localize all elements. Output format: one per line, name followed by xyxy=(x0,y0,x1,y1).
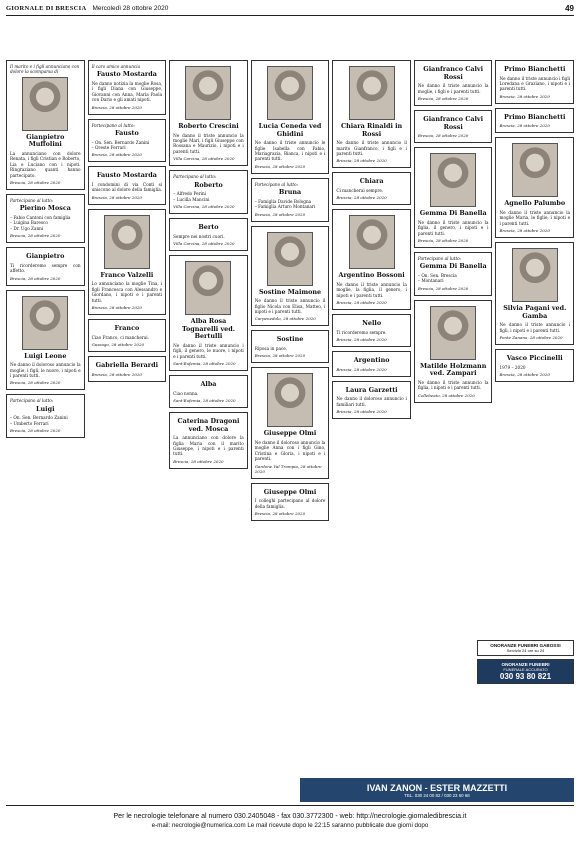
deceased-name: Fausto xyxy=(114,129,139,138)
deceased-name: Argentino xyxy=(353,356,390,365)
notice-place-date: Brescia, 28 ottobre 2020 xyxy=(173,458,224,464)
portrait-photo xyxy=(349,215,395,269)
obituary-notice xyxy=(495,108,574,134)
notice-place-date: Villa Carcina, 28 ottobre 2020 xyxy=(173,204,235,210)
obituary-notice xyxy=(169,255,248,371)
notice-lead: Partecipano al lutto: xyxy=(91,122,135,128)
notice-text: – Alfredo Perini – Lucilla Mancini xyxy=(173,191,210,202)
notice-lead: Partecipano al lutto: xyxy=(417,256,462,261)
notice-text: Ne danno il triste annuncio la figlia, i nipoti e i parenti tutti. xyxy=(417,380,489,391)
notice-place-date: Brescia, 28 ottobre 2020 xyxy=(336,158,387,164)
obituary-column xyxy=(169,60,248,798)
ad-phone: 030 93 80 821 xyxy=(499,672,552,681)
deceased-name: Fausto Mostarda xyxy=(96,171,157,180)
obituary-notice xyxy=(251,483,330,521)
deceased-name: Gianfranco Calvi Rossi xyxy=(423,115,484,131)
notice-place-date: Brescia, 28 ottobre 2020 xyxy=(499,372,550,378)
notice-place-date: Brescia, 28 ottobre 2020 xyxy=(499,123,550,129)
notice-text: Lo annunciano la moglie Tina, i figli Francesca con Alessandro e Giordano, i nipoti e i parenti tutti. xyxy=(91,281,163,303)
portrait-photo xyxy=(430,306,476,360)
obituary-column xyxy=(6,60,85,798)
deceased-name: Franco xyxy=(114,324,140,333)
funeral-ads xyxy=(477,640,574,800)
notice-place-date: Brescia, 28 ottobre 2020 xyxy=(254,163,306,169)
obituary-notice xyxy=(251,367,330,478)
deceased-name: Gianpietro xyxy=(26,252,65,261)
obituary-notice xyxy=(88,166,167,204)
notice-place-date: Brescia, 28 ottobre 2020 xyxy=(417,133,469,139)
notice-text: Ci mancherai sempre. xyxy=(336,188,384,193)
portrait-photo xyxy=(430,153,476,207)
notice-text: Riposa in pace. xyxy=(254,346,288,352)
notice-place-date: Brescia, 28 ottobre 2020 xyxy=(91,305,142,311)
portrait-photo xyxy=(267,232,313,286)
ad-subtitle: Servizio 24 ore su 24 xyxy=(506,648,545,653)
notice-text: I condomini di via Conti si uniscono al dolore della famiglia. xyxy=(91,182,163,193)
notice-place-date: Brescia, 28 ottobre 2020 xyxy=(254,353,306,359)
notice-text: Ciao nonna. xyxy=(173,390,199,396)
obituary-notice xyxy=(332,172,411,205)
notice-text: – On. Sen. Bernardo Zanini – Oreste Ferrari xyxy=(91,139,150,151)
obituary-notice xyxy=(169,170,248,214)
deceased-name: Lucia Ceneda ved Ghidini xyxy=(258,122,322,138)
deceased-name: Alba xyxy=(200,380,217,389)
notice-text: La annunciano con dolore Renata, i figli Cristian e Roberto, Lia e Luciano con i nipoti. Ringraziano quanti hanno partecipato. xyxy=(10,151,81,178)
portrait-photo xyxy=(349,66,395,120)
obituary-notice xyxy=(6,194,85,243)
footer-contact: Per le necrologie telefonare al numero 030.2405048 - fax 030.3772300 - web: http://necrologie.giornaledibrescia.it xyxy=(113,813,467,820)
obituary-notice xyxy=(332,314,411,347)
funeral-home-banner xyxy=(300,778,574,802)
notice-lead: Partecipano al lutto: xyxy=(10,398,54,404)
notice-text: I colleghi partecipano al dolore della famiglia. xyxy=(254,498,326,509)
deceased-name: Sostine xyxy=(276,335,304,344)
notice-place-date: Brescia, 28 ottobre 2020 xyxy=(10,428,61,434)
notice-place-date: Brescia, 28 ottobre 2020 xyxy=(91,104,142,110)
funeral-ad xyxy=(477,659,574,684)
obituary-column xyxy=(251,60,330,798)
obituary-notice xyxy=(414,110,493,143)
newspaper-name: GIORNALE DI BRESCIA xyxy=(6,5,87,12)
deceased-name: Matilde Holzmann ved. Zampari xyxy=(420,361,487,378)
notice-text: Ne danno il triste annuncio la moglie Maria, le figlie, i nipoti e i parenti tutti. xyxy=(499,210,571,226)
notice-text: Ti ricorderemo sempre con affetto. xyxy=(10,262,81,274)
portrait-photo xyxy=(185,261,231,315)
deceased-name: Gianpietro Muffolini xyxy=(26,132,65,149)
notice-place-date: Collebeato, 28 ottobre 2020 xyxy=(417,392,475,398)
deceased-name: Gabriella Berardi xyxy=(95,361,159,370)
deceased-name: Giuseppe Olmi xyxy=(263,487,317,496)
footer-email: e-mail: necrologie@numerica.com Le mail ricevute dopo le 22:15 saranno pubblicate due giorni dopo xyxy=(151,822,429,829)
notice-place-date: Brescia, 28 ottobre 2020 xyxy=(336,409,387,415)
portrait-photo xyxy=(512,248,558,302)
notice-place-date: Villa Carcina, 28 ottobre 2020 xyxy=(173,156,235,162)
deceased-name: Roberto xyxy=(194,180,223,189)
notice-text: Ne danno il triste annuncio il marito Gianfranco, i figli e i parenti tutti. xyxy=(336,140,407,156)
funeral-ad xyxy=(477,640,574,656)
obituary-column xyxy=(332,60,411,798)
notice-text: Ti ricorderemo sempre. xyxy=(336,329,387,335)
notice-place-date: Brescia, 28 ottobre 2020 xyxy=(417,285,469,291)
obituary-column xyxy=(88,60,167,798)
notice-lead: Partecipano al lutto: xyxy=(254,181,298,187)
notice-text: Sempre nei nostri cuori. xyxy=(173,233,225,239)
deceased-name: Caterina Dragoni ved. Mosca xyxy=(177,417,240,433)
obituary-notice xyxy=(414,300,493,403)
obituary-notice xyxy=(332,60,411,168)
deceased-name: Gemma Di Banella xyxy=(419,209,487,218)
notice-text: 1979 – 2020 xyxy=(499,364,526,370)
obituary-notice xyxy=(6,394,85,438)
portrait-photo xyxy=(104,215,150,269)
deceased-name: Giuseppe Olmi xyxy=(263,429,317,438)
notice-place-date: Brescia, 28 ottobre 2020 xyxy=(499,93,550,99)
obituary-notice xyxy=(251,178,330,222)
portrait-photo xyxy=(22,296,68,350)
deceased-name: Roberto Crescini xyxy=(178,122,239,130)
obituary-notice xyxy=(169,218,248,251)
notice-place-date: Brescia, 28 ottobre 2020 xyxy=(417,96,469,101)
notice-text: Ne danno il doloroso annuncio i familiari tutti. xyxy=(336,396,407,407)
notice-place-date: Brescia, 28 ottobre 2020 xyxy=(336,337,387,343)
notice-place-date: Brescia, 28 ottobre 2020 xyxy=(336,366,387,372)
deceased-name: Luigi Leone xyxy=(24,351,67,360)
notice-text: Ne danno il triste annuncio la moglie, i figli e i parenti tutti. xyxy=(417,83,489,94)
obituary-notice xyxy=(495,60,574,104)
obituary-notice xyxy=(414,60,493,106)
notice-place-date: Sant'Eufemia, 28 ottobre 2020 xyxy=(173,398,236,404)
notice-place-date: Villa Carcina, 28 ottobre 2020 xyxy=(173,241,235,247)
obituary-notice xyxy=(88,209,167,315)
obituary-notice xyxy=(414,147,493,248)
notice-text: Ne danno il triste annuncio i figli, i nipoti e i parenti tutti. xyxy=(499,322,571,333)
ad-subtitle: FUNERALE ACCURATO xyxy=(503,667,548,672)
notice-text: Ne danno notizia la moglie Rosa, i figli Diana con Giuseppe, Giovanni con Anna, Maria Paola con Dario e gli amati nipoti. xyxy=(91,81,163,103)
deceased-name: Silvia Pagani ved. Gamba xyxy=(503,304,567,320)
notice-text: – On. Sen. Bernardo Zanini – Umberto Ferrari xyxy=(10,415,68,426)
notice-text: – Famiglia Davide Bologna – Famiglia Arturo Montanari xyxy=(254,198,316,210)
obituary-notice xyxy=(251,60,330,174)
notice-place-date: Brescia, 28 ottobre 2020 xyxy=(91,371,142,377)
notice-text: Ne danno il triste annuncio la moglie, la figlia, il genero, i nipoti e i parenti tutti. xyxy=(336,282,407,298)
deceased-name: Berto xyxy=(198,223,219,232)
notice-text: Ne danno il triste annuncio la moglie Marì, i figli Giuseppe con Rossana e Maurizio, i nipoti e i parenti tutti. xyxy=(173,132,244,154)
obituary-notice xyxy=(414,252,493,296)
deceased-name: Pierino Mosca xyxy=(19,204,71,213)
notice-place-date: Brescia, 28 ottobre 2020 xyxy=(10,275,61,281)
obituary-notice xyxy=(6,290,85,391)
obituary-notice xyxy=(332,209,411,310)
obituary-notice xyxy=(251,226,330,327)
deceased-name: Primo Bianchetti xyxy=(504,65,566,73)
notice-text: Ne danno il doloroso annuncio la moglie, i figli, le nuore, i nipoti e i parenti tutti. xyxy=(10,362,81,379)
notice-place-date: Brescia, 28 ottobre 2020 xyxy=(336,300,387,306)
notice-place-date: Brescia, 28 ottobre 2020 xyxy=(91,194,142,200)
deceased-name: Vasco Piccinelli xyxy=(506,354,563,363)
notice-place-date: Brescia, 28 ottobre 2020 xyxy=(254,211,306,217)
notice-place-date: Ponte Zanano, 28 ottobre 2020 xyxy=(499,335,563,341)
notice-place-date: Gardone Val Trompia, 28 ottobre 2020 xyxy=(254,463,322,474)
deceased-name: Luigi xyxy=(36,404,55,413)
obituary-notice xyxy=(332,381,411,419)
notice-text: Ne danno il triste annuncio la figlia, il genero, i nipoti e i parenti tutti. xyxy=(417,219,489,236)
portrait-photo xyxy=(22,77,68,131)
notice-lead: Partecipano al lutto: xyxy=(10,198,54,204)
obituary-notice xyxy=(495,242,574,345)
obituary-notice xyxy=(169,60,248,166)
notice-text: – Fabio Cantoni con famiglia – Luigina Baresco – Dr. Ugo Zanni xyxy=(10,215,71,231)
obituary-notice xyxy=(6,247,85,285)
deceased-name: Alba Rosa Tognarelli ved. Bertulli xyxy=(181,317,235,341)
obituary-notice xyxy=(169,375,248,408)
deceased-name: Gianfranco Calvi Rossi xyxy=(423,65,484,81)
notice-lead: Il caro amico annuncia xyxy=(91,64,141,69)
notice-place-date: Brescia, 28 ottobre 2020 xyxy=(10,380,61,386)
notice-text: – On. Sen. Brescia – Montanari xyxy=(417,273,457,284)
notice-place-date: Brescia, 28 ottobre 2020 xyxy=(10,180,61,186)
notice-place-date: Brescia, 28 ottobre 2020 xyxy=(336,195,387,201)
notice-text: Ne danno il triste annuncio il figlio Nicola con Elisa, Matteo, i nipoti e i parenti tutti. xyxy=(254,298,326,315)
notice-place-date: Sant'Eufemia, 28 ottobre 2020 xyxy=(173,361,236,367)
notice-place-date: Brescia, 28 ottobre 2020 xyxy=(10,233,61,239)
notice-place-date: Brescia, 28 ottobre 2020 xyxy=(91,152,142,158)
notice-text: Ne danno il doloroso annuncio la moglie Anna con i figli Gino, Cristina e Gloria, i nipoti e i parenti. xyxy=(254,440,326,462)
notice-place-date: Brescia, 28 ottobre 2020 xyxy=(254,511,306,517)
deceased-name: Nello xyxy=(362,319,382,328)
notice-lead: Il marito e i figli annunciano con dolore la scomparsa di xyxy=(10,64,80,75)
obituary-notice xyxy=(88,119,167,163)
obituary-notice xyxy=(88,319,167,352)
deceased-name: Sostine Maimone xyxy=(258,287,322,296)
ad-title: ONORANZE FUNEBRI xyxy=(501,662,550,667)
obituary-notice xyxy=(6,60,85,190)
deceased-name: Chiara Rinaldi in Rossi xyxy=(341,122,403,138)
notice-place-date: Carpenedolo, 28 ottobre 2020 xyxy=(254,316,316,322)
portrait-photo xyxy=(185,66,231,120)
banner-phone: TEL. 030 24 00 82 / 030 23 60 68 xyxy=(404,792,470,798)
obituary-notice xyxy=(88,60,167,115)
deceased-name: Chiara xyxy=(359,177,384,186)
notice-lead: Partecipano al lutto: xyxy=(173,174,217,180)
portrait-photo xyxy=(512,143,558,197)
notice-text: Ne danno il triste annuncio le figlie Isabella con Fabio, Mariagrazia, Bianca, i nipoti e i parenti tutti. xyxy=(254,140,326,162)
portrait-photo xyxy=(267,66,313,120)
notice-text: Ciao Franco, ci mancherai. xyxy=(91,334,149,340)
notice-place-date: Brescia, 28 ottobre 2020 xyxy=(499,228,550,234)
obituary-notice xyxy=(169,412,248,469)
page-footer xyxy=(6,805,574,839)
obituary-notice xyxy=(332,351,411,377)
page-header xyxy=(6,2,574,16)
deceased-name: Laura Garzetti xyxy=(345,385,398,394)
deceased-name: Argentino Bossoni xyxy=(338,271,405,280)
obituary-notice xyxy=(495,137,574,238)
notice-place-date: Gussago, 28 ottobre 2020 xyxy=(91,342,145,348)
ad-title: ONORANZE FUNEBRI GABOSSI xyxy=(490,643,561,648)
deceased-name: Agnello Palumbo xyxy=(504,199,566,208)
portrait-photo xyxy=(267,373,313,427)
notice-text: La annunciano con dolore la figlia Maria con il marito Giuseppe, i nipoti e i parenti tutti. xyxy=(173,435,244,457)
deceased-name: Bruna xyxy=(278,188,302,197)
deceased-name: Fausto Mostarda xyxy=(96,70,157,79)
notice-place-date: Brescia, 28 ottobre 2020 xyxy=(417,238,469,243)
page-number: 49 xyxy=(565,4,574,13)
issue-date: Mercoledì 28 ottobre 2020 xyxy=(92,5,169,12)
obituary-notice xyxy=(88,356,167,382)
obituary-notice xyxy=(495,349,574,382)
banner-title: IVAN ZANON - ESTER MAZZETTI xyxy=(366,782,508,793)
notice-text: Ne danno il triste annuncio i figli Loredana e Graziano, i nipoti e i parenti tutti. xyxy=(499,75,571,92)
notice-text: Ne danno il triste annuncio i figli, il genero, le nuore, i nipoti e i parenti tutti. xyxy=(173,342,244,359)
deceased-name: Franco Valzelli xyxy=(100,270,154,279)
deceased-name: Gemma Di Banella xyxy=(419,262,487,271)
obituary-notice xyxy=(251,330,330,363)
deceased-name: Primo Bianchetti xyxy=(504,112,566,121)
